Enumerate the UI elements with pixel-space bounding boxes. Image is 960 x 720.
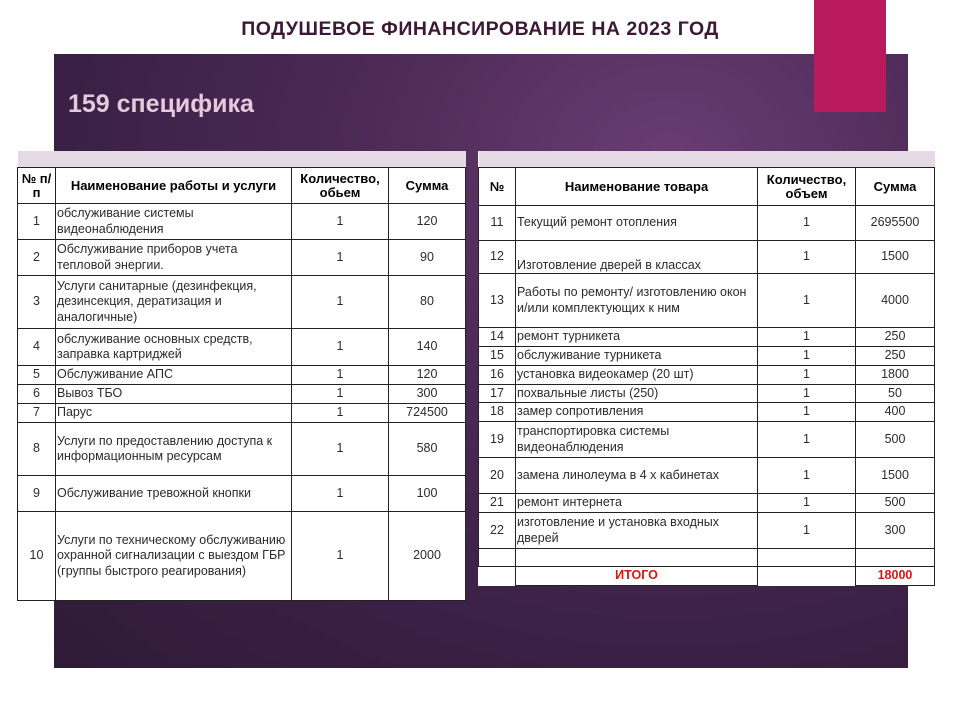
total-value: 18000 [856, 567, 935, 586]
row-number: 15 [479, 347, 516, 366]
row-number: 3 [18, 276, 56, 329]
table-header-row [18, 168, 466, 204]
table-row [479, 513, 935, 549]
column-header-sum: Сумма [389, 168, 466, 204]
row-quantity: 1 [292, 366, 389, 385]
table-row [18, 329, 466, 366]
table-row [18, 512, 466, 601]
column-header-quantity: Количество, объем [758, 168, 856, 206]
row-number: 14 [479, 328, 516, 347]
row-name: ремонт турникета [516, 328, 758, 347]
row-quantity: 1 [758, 494, 856, 513]
row-quantity: 1 [758, 274, 856, 328]
row-quantity: 1 [758, 241, 856, 274]
row-name: Услуги по техническому обслуживанию охранной сигнализации с выездом ГБР (группы быстрого реагирования) [56, 512, 292, 601]
row-number: 22 [479, 513, 516, 549]
total-row [479, 567, 935, 586]
table-row-empty [479, 549, 935, 567]
row-sum: 80 [389, 276, 466, 329]
table-banner [479, 151, 935, 168]
row-sum: 500 [856, 494, 935, 513]
row-sum: 1500 [856, 241, 935, 274]
row-name: Работы по ремонту/ изготовлению окон и/или комплектующих к ним [516, 274, 758, 328]
row-name: транспортировка системы видеонаблюдения [516, 422, 758, 458]
row-sum: 120 [389, 366, 466, 385]
table-row [479, 347, 935, 366]
table-row [18, 240, 466, 276]
row-quantity: 1 [758, 347, 856, 366]
row-name: ремонт интернета [516, 494, 758, 513]
row-quantity: 1 [758, 422, 856, 458]
table-row [18, 423, 466, 476]
table-row [479, 241, 935, 274]
row-number: 20 [479, 458, 516, 494]
row-quantity: 1 [758, 206, 856, 241]
row-number: 6 [18, 385, 56, 404]
row-sum: 4000 [856, 274, 935, 328]
row-number: 21 [479, 494, 516, 513]
column-header-quantity: Количество, обьем [292, 168, 389, 204]
row-quantity: 1 [292, 204, 389, 240]
row-name: Обслуживание тревожной кнопки [56, 476, 292, 512]
row-name: Обслуживание приборов учета тепловой энергии. [56, 240, 292, 276]
row-number: 8 [18, 423, 56, 476]
row-quantity: 1 [758, 366, 856, 385]
row-name: обслуживание турникета [516, 347, 758, 366]
column-header-name: Наименование товара [516, 168, 758, 206]
services-table [17, 151, 466, 601]
row-quantity: 1 [292, 329, 389, 366]
row-number: 18 [479, 403, 516, 422]
table-row [479, 403, 935, 422]
row-number: 5 [18, 366, 56, 385]
row-quantity: 1 [758, 328, 856, 347]
row-number: 16 [479, 366, 516, 385]
row-sum: 100 [389, 476, 466, 512]
row-quantity: 1 [758, 385, 856, 403]
goods-table [478, 151, 935, 586]
table-row [479, 366, 935, 385]
row-name: обслуживание системы видеонаблюдения [56, 204, 292, 240]
row-quantity: 1 [292, 404, 389, 423]
row-name: похвальные листы (250) [516, 385, 758, 403]
row-quantity: 1 [292, 512, 389, 601]
table-row [18, 476, 466, 512]
table-row [479, 458, 935, 494]
row-sum: 90 [389, 240, 466, 276]
table-row [18, 366, 466, 385]
table-header-row [479, 168, 935, 206]
table-row [479, 494, 935, 513]
row-sum: 50 [856, 385, 935, 403]
row-name: Услуги по предоставлению доступа к информационным ресурсам [56, 423, 292, 476]
row-sum: 2695500 [856, 206, 935, 241]
row-quantity: 1 [292, 385, 389, 404]
table-row [18, 385, 466, 404]
row-name: Изготовление дверей в классах [516, 241, 758, 274]
row-number: 10 [18, 512, 56, 601]
table-row [18, 204, 466, 240]
row-number: 17 [479, 385, 516, 403]
row-sum: 140 [389, 329, 466, 366]
row-sum: 2000 [389, 512, 466, 601]
table-row [479, 385, 935, 403]
row-name: установка видеокамер (20 шт) [516, 366, 758, 385]
row-name: Обслуживание АПС [56, 366, 292, 385]
row-sum: 120 [389, 204, 466, 240]
row-quantity: 1 [758, 513, 856, 549]
column-header-number: № [479, 168, 516, 206]
table-row [18, 276, 466, 329]
row-quantity: 1 [758, 458, 856, 494]
row-name: замена линолеума в 4 х кабинетах [516, 458, 758, 494]
row-sum: 250 [856, 328, 935, 347]
row-sum: 300 [856, 513, 935, 549]
row-quantity: 1 [292, 240, 389, 276]
row-name: Текущий ремонт отопления [516, 206, 758, 241]
row-number: 9 [18, 476, 56, 512]
table-row [479, 206, 935, 241]
row-sum: 724500 [389, 404, 466, 423]
table-row [479, 274, 935, 328]
row-number: 11 [479, 206, 516, 241]
row-quantity: 1 [292, 276, 389, 329]
table-row [479, 328, 935, 347]
row-number: 1 [18, 204, 56, 240]
column-header-name: Наименование работы и услуги [56, 168, 292, 204]
row-sum: 250 [856, 347, 935, 366]
row-number: 2 [18, 240, 56, 276]
table-row [18, 404, 466, 423]
row-quantity: 1 [292, 476, 389, 512]
row-number: 4 [18, 329, 56, 366]
column-header-sum: Сумма [856, 168, 935, 206]
row-sum: 1500 [856, 458, 935, 494]
row-number: 13 [479, 274, 516, 328]
column-header-number: № п/п [18, 168, 56, 204]
page-title: ПОДУШЕВОЕ ФИНАНСИРОВАНИЕ НА 2023 ГОД [241, 18, 719, 40]
table-banner [18, 151, 466, 168]
row-name: замер сопротивления [516, 403, 758, 422]
page-subtitle: 159 специфика [68, 90, 254, 118]
row-name: обслуживание основных средств, заправка картриджей [56, 329, 292, 366]
row-name: изготовление и установка входных дверей [516, 513, 758, 549]
row-number: 19 [479, 422, 516, 458]
pink-accent-bar [814, 0, 886, 112]
row-name: Вывоз ТБО [56, 385, 292, 404]
row-sum: 400 [856, 403, 935, 422]
row-name: Парус [56, 404, 292, 423]
row-sum: 500 [856, 422, 935, 458]
row-number: 12 [479, 241, 516, 274]
row-sum: 300 [389, 385, 466, 404]
row-quantity: 1 [292, 423, 389, 476]
total-label: ИТОГО [516, 567, 758, 586]
table-row [479, 422, 935, 458]
row-sum: 1800 [856, 366, 935, 385]
row-sum: 580 [389, 423, 466, 476]
row-number: 7 [18, 404, 56, 423]
row-name: Услуги санитарные (дезинфекция, дезинсекция, дератизация и аналогичные) [56, 276, 292, 329]
row-quantity: 1 [758, 403, 856, 422]
